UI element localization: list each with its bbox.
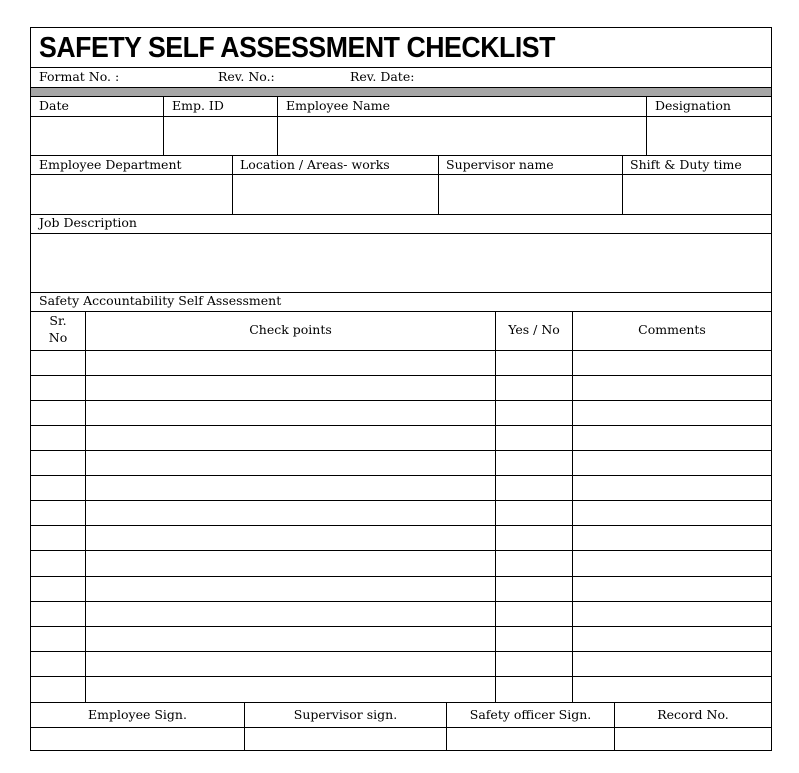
department-field[interactable] [32,175,231,213]
check-point-cell[interactable] [86,401,495,425]
designation-label: Designation [655,98,731,113]
sr-no-cell[interactable] [32,401,85,425]
check-point-cell[interactable] [86,476,495,500]
yes-no-cell[interactable] [496,577,572,601]
comment-cell[interactable] [573,526,771,550]
check-points-header: Check points [249,322,332,337]
yes-no-cell[interactable] [496,652,572,676]
designation-field[interactable] [647,117,771,155]
check-point-cell[interactable] [86,426,495,450]
comment-cell[interactable] [573,426,771,450]
comment-cell[interactable] [573,351,771,375]
rev-no-field[interactable] [283,69,345,86]
employee-sign-label: Employee Sign. [88,707,187,722]
comment-cell[interactable] [573,677,771,702]
divider [244,702,245,750]
employee-sign-field[interactable] [32,728,244,750]
employee-name-label: Employee Name [286,98,390,113]
sr-no-cell[interactable] [32,652,85,676]
divider [572,311,573,702]
sr-no-cell[interactable] [32,376,85,400]
divider [232,155,233,214]
sr-no-cell[interactable] [32,476,85,500]
sr-no-cell[interactable] [32,627,85,651]
sr-no-cell[interactable] [32,526,85,550]
format-no-field[interactable] [126,69,216,86]
employee-name-field[interactable] [278,117,646,155]
divider [163,96,164,155]
assessment-section-label: Safety Accountability Self Assessment [39,293,282,308]
safety-checklist-form [30,27,772,751]
yes-no-cell[interactable] [496,602,572,626]
sr-no-header [31,312,85,346]
comment-cell[interactable] [573,501,771,525]
check-point-cell[interactable] [86,602,495,626]
comments-header: Comments [638,322,706,337]
location-label: Location / Areas- works [240,157,390,172]
supervisor-sign-label: Supervisor sign. [293,707,398,722]
sr-no-cell[interactable] [32,551,85,576]
divider [31,214,771,215]
yes-no-cell[interactable] [496,401,572,425]
sr-no-cell[interactable] [32,602,85,626]
sr-no-cell[interactable] [32,577,85,601]
emp-id-field[interactable] [164,117,277,155]
divider [31,702,771,703]
check-point-cell[interactable] [86,627,495,651]
rev-date-label: Rev. Date: [350,69,415,84]
yes-no-cell[interactable] [496,426,572,450]
supervisor-field[interactable] [439,175,621,213]
comment-cell[interactable] [573,376,771,400]
yes-no-cell[interactable] [496,376,572,400]
job-description-label: Job Description [39,215,137,230]
divider [495,311,496,702]
check-point-cell[interactable] [86,577,495,601]
comment-cell[interactable] [573,577,771,601]
safety-officer-sign-field[interactable] [448,728,614,750]
sr-no-cell[interactable] [32,677,85,702]
emp-id-label: Emp. ID [172,98,224,113]
comment-cell[interactable] [573,627,771,651]
comment-cell[interactable] [573,602,771,626]
divider [85,311,86,702]
divider [438,155,439,214]
page-title: SAFETY SELF ASSESSMENT CHECKLIST [39,32,555,64]
comment-cell[interactable] [573,451,771,475]
comment-cell[interactable] [573,401,771,425]
shift-field[interactable] [623,175,771,213]
comment-cell[interactable] [573,551,771,576]
sr-no-cell[interactable] [32,426,85,450]
divider [614,702,615,750]
check-point-cell[interactable] [86,501,495,525]
yes-no-cell[interactable] [496,351,572,375]
rev-date-field[interactable] [421,69,761,86]
record-no-field[interactable] [616,728,771,750]
sr-no-cell[interactable] [32,451,85,475]
sr-no-header-line1: Sr. [49,313,67,328]
yes-no-cell[interactable] [496,451,572,475]
sr-no-header-line2: No [48,330,68,345]
yes-no-cell[interactable] [496,501,572,525]
sr-no-cell[interactable] [32,501,85,525]
check-point-cell[interactable] [86,376,495,400]
job-description-field[interactable] [32,234,771,291]
check-point-cell[interactable] [86,551,495,576]
sr-no-cell[interactable] [32,351,85,375]
yes-no-cell[interactable] [496,677,572,702]
yes-no-cell[interactable] [496,551,572,576]
supervisor-label: Supervisor name [446,157,554,172]
divider [446,702,447,750]
comment-cell[interactable] [573,652,771,676]
check-point-cell[interactable] [86,652,495,676]
check-point-cell[interactable] [86,677,495,702]
yes-no-header: Yes / No [508,322,560,337]
separator-bar [31,88,771,96]
format-no-label: Format No. : [39,69,120,84]
check-point-cell[interactable] [86,351,495,375]
check-point-cell[interactable] [86,451,495,475]
date-label: Date [39,98,69,113]
department-label: Employee Department [39,157,182,172]
divider [622,155,623,214]
rev-no-label: Rev. No.: [218,69,275,84]
yes-no-cell[interactable] [496,627,572,651]
check-point-cell[interactable] [86,526,495,550]
divider [31,311,771,312]
date-field[interactable] [32,117,163,155]
record-no-label: Record No. [657,707,729,722]
comment-cell[interactable] [573,476,771,500]
yes-no-cell[interactable] [496,476,572,500]
divider [646,96,647,155]
supervisor-sign-field[interactable] [246,728,446,750]
yes-no-cell[interactable] [496,526,572,550]
location-field[interactable] [233,175,437,213]
safety-officer-sign-label: Safety officer Sign. [469,707,592,722]
divider [277,96,278,155]
shift-label: Shift & Duty time [630,157,742,172]
